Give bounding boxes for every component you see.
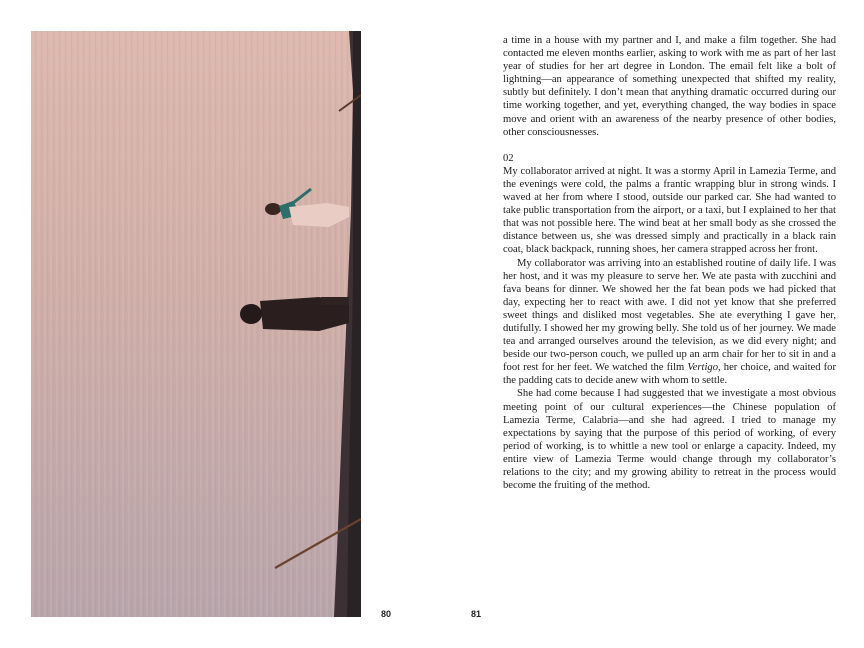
section-number: 02 xyxy=(503,152,514,164)
body-text-column xyxy=(503,34,836,492)
paragraph-intro: a time in a house with my partner and I, and make a film together. She had contacted me eleven months earlier, asking to work with me as part of her last year of studies for her art degree in London. The email felt like a bolt of lightning—an appearance of something unexpected that shifted my reality, subtly but definitely. I don’t mean that anything dramatic occurred during our time working together, and yet, everything changed, the way bodies in space move and orient with an awareness of the nearby presence of other bodies, other consciousnesses. xyxy=(503,35,836,138)
paragraph-1: My collaborator arrived at night. It was a stormy April in Lamezia Terme, and the evenings were cold, the palms a frantic wrapping blur in strong winds. I waved at her from where I stood, outside our parked car. She had wanted to take public transportation from the airport, or a taxi, but I explained to her that that was not possible here. The wind beat at her small body as she crossed the distance between us, she was dressed simply and practically in a black rain coat, black backpack, running shoes, her camera strapped across her front. xyxy=(503,165,836,256)
paragraph-3: She had come because I had suggested that we investigate a most obvious meeting point of our cultural experiences—the Chinese population of Lamezia Terme, Calabria—and she had agreed. I tried to manage my expectations by saying that the purpose of this period of working, of every period of working, is to whittle a new tool or enlarge a capacity. Indeed, my entire view of Lamezia Terme would change through my collaborator’s relations to the city; and my growing ability to retreat in the process would become the fruiting of the method. xyxy=(503,388,836,492)
paragraph-2-text-a: My collaborator was arriving into an established routine of daily life. I was her host, and it was my pleasure to serve her. We ate pasta with zucchini and fava beans for dinner. We showed her the fat bean pods we had picked that day, expecting her to react with awe. I did not yet know that she preferred sweet things and disliked most vegetables. She ate everything I gave her, dutifully. I showed her my growing belly. She told us of her journey. We made tea and arranged ourselves around the television, as we did every night; and beside our two-person couch, we pulled up an arm chair for her to sit in and a foot rest for her feet. We watched the film xyxy=(503,257,836,374)
beach-photo-image xyxy=(31,31,361,617)
film-title: Vertigo xyxy=(687,362,719,374)
page-number-right: 81 xyxy=(471,609,482,619)
beach-photo xyxy=(31,31,361,617)
paragraph-2 xyxy=(503,257,836,388)
paragraph-2-text-b: , her choice, and waited for the padding cats to decide anew with whom to settle. xyxy=(503,362,836,387)
page-number-left: 80 xyxy=(381,609,392,619)
